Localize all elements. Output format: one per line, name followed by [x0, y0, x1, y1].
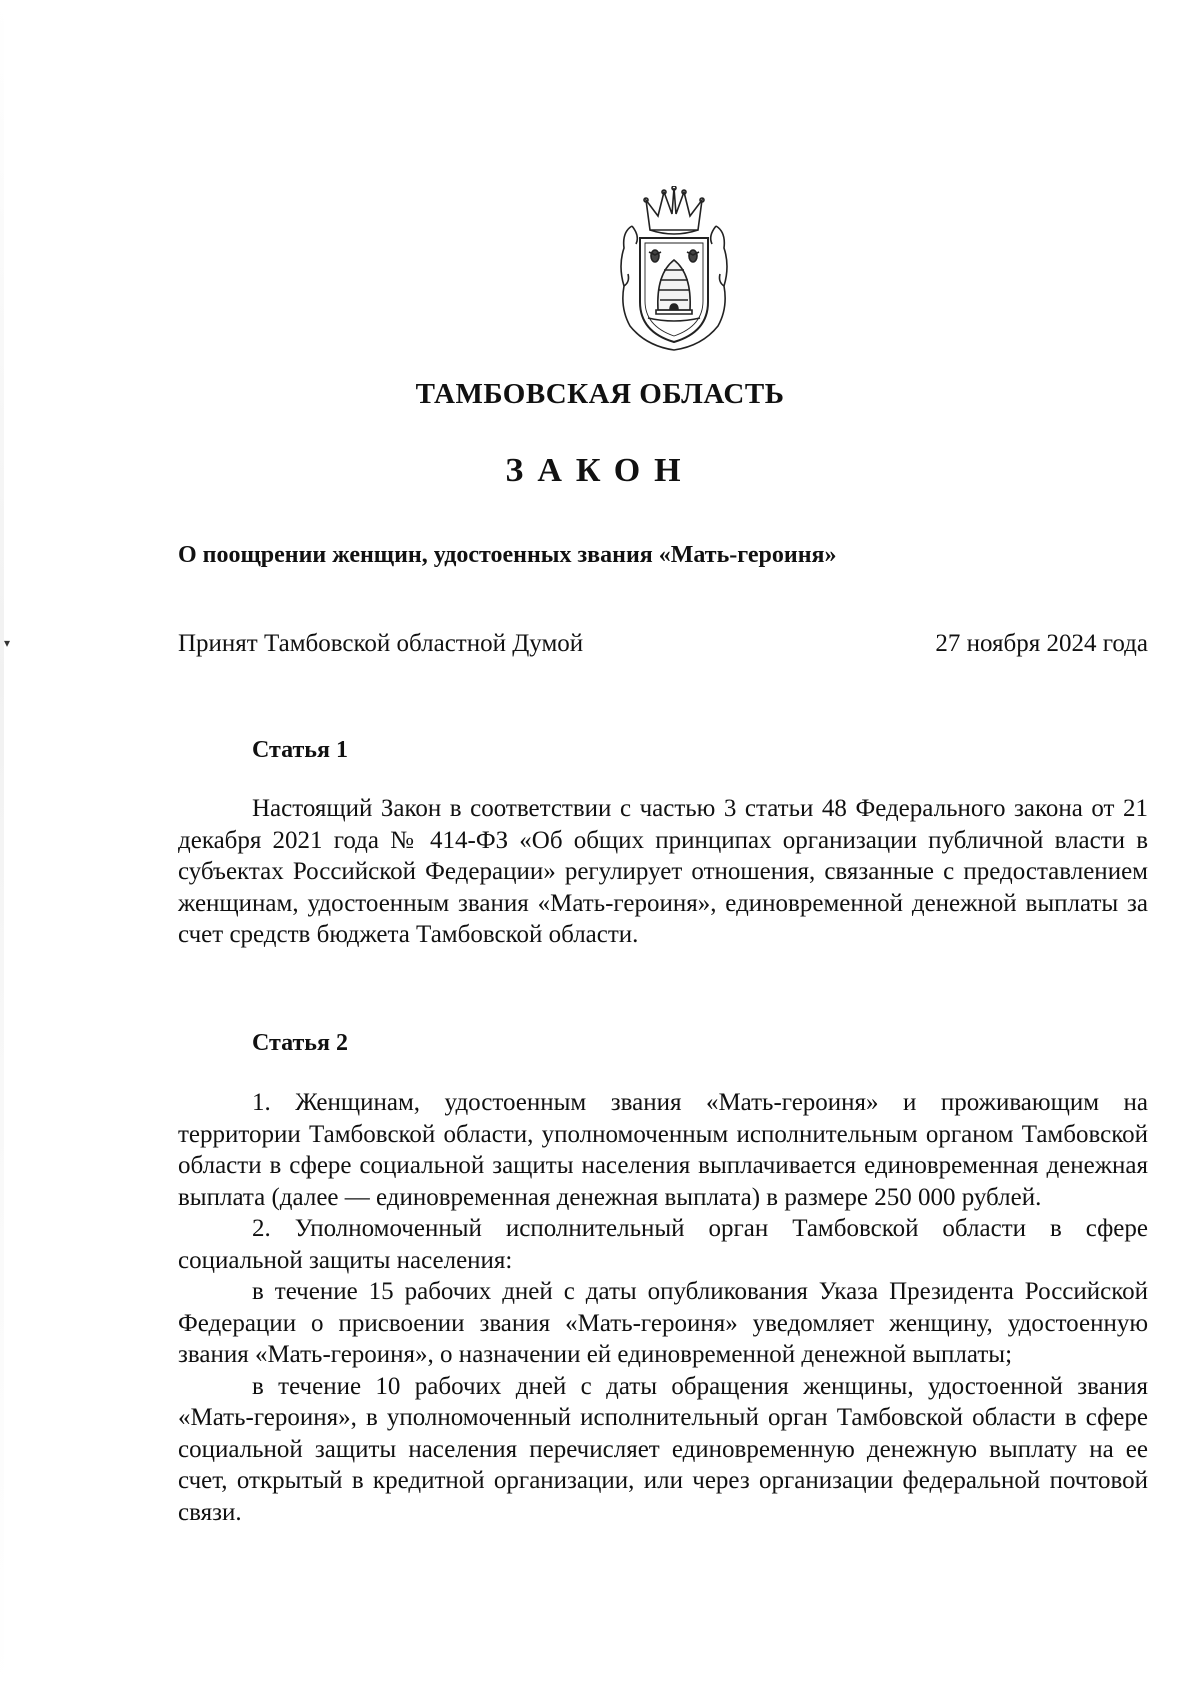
article-2-paragraph-4: в течение 10 рабочих дней с даты обращения женщины, удостоенной звания «Мать-героиня», в уполномоченный исполнительный орган Тамбовской области в сфере социальной защиты населения перечисляет единовременную денежную выплату на ее счет, открытый в кредитной организации, или через организации федеральной почтовой связи.	[178, 1372, 1148, 1526]
article-1-heading: Статья 1	[252, 737, 348, 763]
scan-mark: ▾	[4, 636, 11, 650]
article-2-paragraph-1: 1. Женщинам, удостоенным звания «Мать-героиня» и проживающим на территории Тамбовской области, уполномоченным исполнительным органом Тамбовской области в сфере социальной защиты населения выплачивается единовременная денежная выплата (далее — единовременная денежная выплата) в размере 250 000 рублей.	[178, 1089, 1148, 1211]
adoption-line	[178, 630, 1148, 658]
region-name: ТАМБОВСКАЯ ОБЛАСТЬ	[415, 378, 785, 410]
article-2-paragraph-2: 2. Уполномоченный исполнительный орган Тамбовской области в сфере социальной защиты населения:	[178, 1215, 1148, 1274]
article-1-paragraph: Настоящий Закон в соответствии с частью 3 статьи 48 Федерального закона от 21 декабря 2021 года № 414-ФЗ «Об общих принципах организации публичной власти в субъектах Российской Федерации» регулирует отношения, связанные с предоставлением женщинам, удостоенным звания «Мать-героиня», единовременной денежной выплаты за счет средств бюджета Тамбовской области.	[178, 795, 1148, 948]
article-2-paragraph-3: в течение 15 рабочих дней с даты опубликования Указа Президента Российской Федерации о присвоении звания «Мать-героиня» уведомляет женщину, удостоенную звания «Мать-героиня», о назначении ей единовременной денежной выплаты;	[178, 1278, 1148, 1368]
scan-edge	[0, 0, 4, 1697]
adopted-by: Принят Тамбовской областной Думой	[178, 630, 584, 657]
tambov-coat-of-arms-icon	[610, 186, 738, 354]
article-1-body	[178, 793, 1148, 951]
article-2-body	[178, 1087, 1148, 1528]
article-2-heading: Статья 2	[252, 1030, 348, 1056]
law-title: О поощрении женщин, удостоенных звания «Мать-героиня»	[178, 542, 837, 568]
document-type: ЗАКОН	[505, 452, 695, 489]
adoption-date: 27 ноября 2024 года	[935, 630, 1148, 657]
